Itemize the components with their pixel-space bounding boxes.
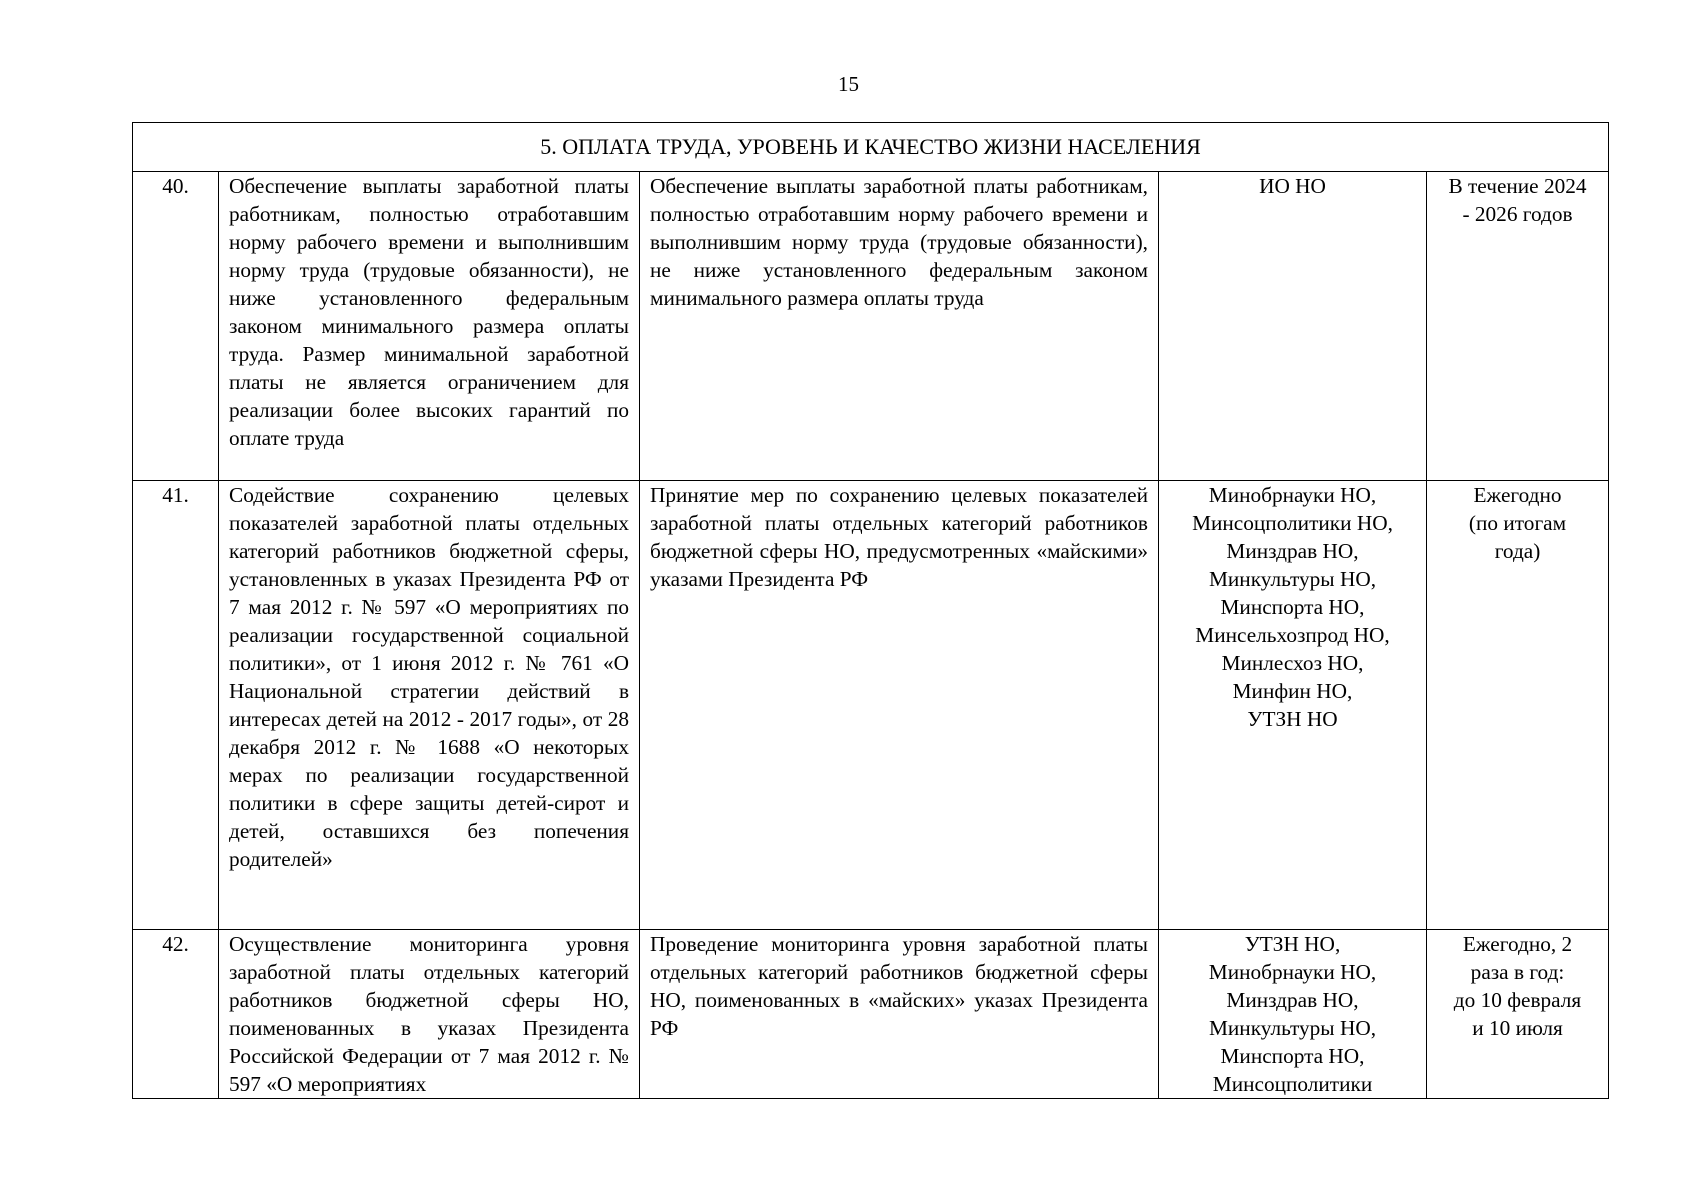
executor-line: УТЗН НО, xyxy=(1244,932,1341,956)
measure-cell: Содействие сохранению целевых показателей заработной платы отдельных категорий работников бюджетной сферы, установленных в указах Президента РФ от 7 мая 2012 г. № 597 «О мероприятиях по реализации государственной социальной политики», от 1 июня 2012 г. № 761 «О Национальной стратегии действий в интересах детей на 2012 - 2017 годы», от 28 декабря 2012 г. № 1688 «О некоторых мерах по реализации государственной политики в сфере защиты детей-сирот и детей, оставшихся без попечения родителей» xyxy=(219,481,640,930)
deadline-cell xyxy=(1427,930,1609,1099)
executor-line: Минсельхозпрод НО, xyxy=(1195,623,1390,647)
executor-line: Минспорта НО, xyxy=(1220,595,1365,619)
executor-line: ИО НО xyxy=(1259,174,1326,198)
executor-line: Минздрав НО, xyxy=(1226,988,1359,1012)
deadline-line: года) xyxy=(1494,539,1541,563)
executors-cell xyxy=(1159,172,1427,481)
deadline-line: и 10 июля xyxy=(1472,1016,1563,1040)
executor-line: Минсоцполитики НО, xyxy=(1192,511,1393,535)
page-number: 15 xyxy=(838,72,859,96)
measures-table xyxy=(132,122,1609,1099)
deadline-line: В течение 2024 xyxy=(1448,174,1587,198)
executors-cell xyxy=(1159,481,1427,930)
executor-line: Минсоцполитики xyxy=(1212,1072,1373,1096)
executors-cell xyxy=(1159,930,1427,1099)
deadline-line: до 10 февраля xyxy=(1453,988,1582,1012)
table-row xyxy=(133,481,1609,930)
section-header-row xyxy=(133,123,1609,172)
executor-line: Минфин НО, xyxy=(1232,679,1353,703)
table-row xyxy=(133,930,1609,1099)
measure-cell: Осуществление мониторинга уровня заработной платы отдельных категорий работников бюджетной сферы НО, поименованных в указах Президента Российской Федерации от 7 мая 2012 г. № 597 «О мероприятиях xyxy=(219,930,640,1099)
executor-line: УТЗН НО xyxy=(1247,707,1338,731)
deadline-line: Ежегодно, 2 xyxy=(1462,932,1573,956)
executor-line: Минкультуры НО, xyxy=(1208,1016,1377,1040)
row-number: 41. xyxy=(133,481,219,930)
result-cell: Принятие мер по сохранению целевых показателей заработной платы отдельных категорий работников бюджетной сферы НО, предусмотренных «майскими» указами Президента РФ xyxy=(640,481,1159,930)
table-row xyxy=(133,172,1609,481)
deadline-line: (по итогам xyxy=(1468,511,1567,535)
row-number: 42. xyxy=(133,930,219,1099)
executor-line: Минздрав НО, xyxy=(1226,539,1359,563)
result-cell: Проведение мониторинга уровня заработной платы отдельных категорий работников бюджетной сферы НО, поименованных в «майских» указах Президента РФ xyxy=(640,930,1159,1099)
executor-line: Минлесхоз НО, xyxy=(1221,651,1364,675)
deadline-cell xyxy=(1427,172,1609,481)
executor-line: Минобрнауки НО, xyxy=(1208,483,1377,507)
executor-line: Минкультуры НО, xyxy=(1208,567,1377,591)
executor-line: Минобрнауки НО, xyxy=(1208,960,1377,984)
measure-cell: Обеспечение выплаты заработной платы работникам, полностью отработавшим норму рабочего времени и выполнившим норму труда (трудовые обязанности), не ниже установленного федеральным законом минимального размера оплаты труда. Размер минимальной заработной платы не является ограничением для реализации более высоких гарантий по оплате труда xyxy=(219,172,640,481)
row-number: 40. xyxy=(133,172,219,481)
section-title: 5. ОПЛАТА ТРУДА, УРОВЕНЬ И КАЧЕСТВО ЖИЗНИ НАСЕЛЕНИЯ xyxy=(133,123,1609,172)
deadline-cell xyxy=(1427,481,1609,930)
deadline-line: раза в год: xyxy=(1470,960,1565,984)
deadline-line: Ежегодно xyxy=(1473,483,1562,507)
deadline-line: - 2026 годов xyxy=(1462,202,1573,226)
executor-line: Минспорта НО, xyxy=(1220,1044,1365,1068)
result-cell: Обеспечение выплаты заработной платы работникам, полностью отработавшим норму рабочего времени и выполнившим норму труда (трудовые обязанности), не ниже установленного федеральным законом минимального размера оплаты труда xyxy=(640,172,1159,481)
